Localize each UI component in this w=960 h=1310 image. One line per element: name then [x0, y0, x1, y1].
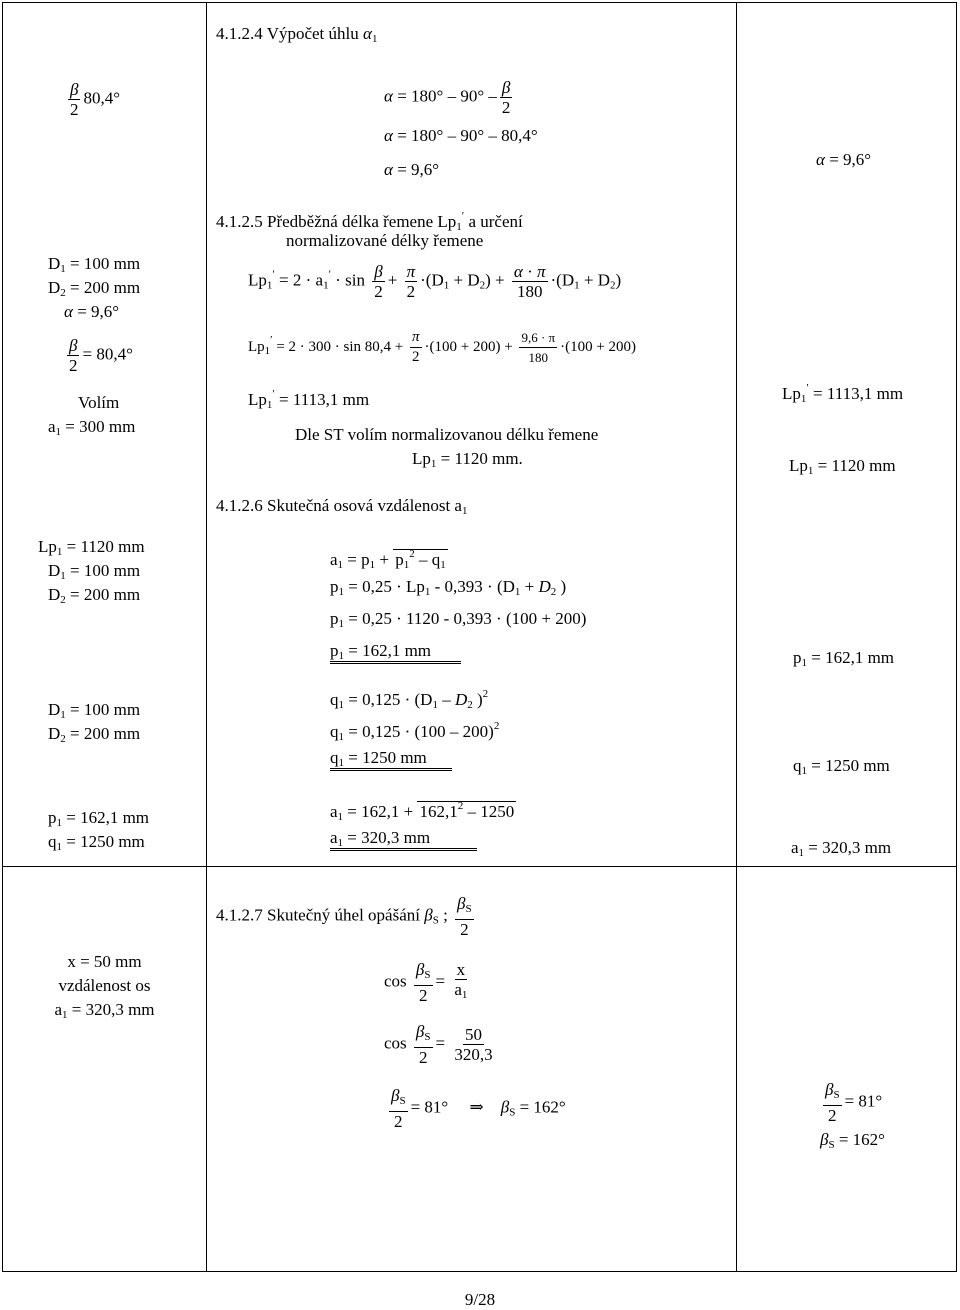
left-beta-half-2: $\frac{\beta}{2}$ = 80,4°: [69, 336, 133, 375]
left-d2-c: $D_2 = 200$ mm: [48, 724, 141, 745]
eq-beta-result: $\frac{\beta_S}{2}$ = 81° ⇒ $\beta_S = 162^\circ$: [391, 1086, 566, 1131]
left-a1-b: $a_1 = 320,3$ mm: [54, 1000, 155, 1021]
frame-top: [2, 2, 957, 3]
st-text: Dle ST volím normalizovanou délku řemene: [295, 425, 599, 444]
left-p1: $p_1 = 162,1$ mm: [48, 808, 150, 829]
right-a1: $a_1 = 320,3$ mm: [791, 838, 892, 859]
right-lp1-prelim: $Lp_1' = 1113,1$ mm: [782, 382, 904, 405]
left-volim: Volím: [78, 393, 120, 412]
eq-a1-general: $a_1 = p_1 + p_1^2 - q_1$: [330, 548, 446, 571]
heading-4125: 4.1.2.5 Předběžná délka řemene $Lp_1'$ a určení: [216, 210, 523, 233]
left-d2-b: $D_2 = 200$ mm: [48, 585, 141, 606]
left-lp1: $Lp_1 = 1120$ mm: [38, 537, 145, 558]
page-number: 9/28: [464, 1290, 496, 1309]
left-d1-b: $D_1 = 100$ mm: [48, 561, 141, 582]
eq-alpha-1: α = 180° – 90° – $\frac{\beta}{2}$: [384, 78, 511, 117]
left-d1: $D_1 = 100$ mm: [48, 254, 141, 275]
eq-lp-general: $Lp_1' = 2 \cdot a_1' \cdot \sin$ $\frac{\beta}{2}$ + $\frac{\pi}{2}$ $\cdot(D_1 + D_2)$ + $\frac{\alpha \cdot \pi}{180}$ $\cdot(D_1 + D_2)$: [248, 262, 622, 301]
row-divider-1: [2, 866, 957, 867]
eq-p1-result: $p_1 = 162,1$ mm: [330, 641, 461, 666]
right-q1: $q_1 = 1250$ mm: [793, 756, 890, 777]
column-divider-left: [206, 2, 207, 1272]
left-a1: $a_1 = 300$ mm: [48, 417, 136, 438]
eq-alpha-2: α = 180° – 90° – 80,4°: [384, 126, 538, 145]
eq-a1-result: $a_1 = 320,3$ mm: [330, 828, 477, 853]
heading-4126: 4.1.2.6 Skutečná osová vzdálenost $a_1$: [216, 496, 468, 517]
eq-p1-general: $p_1 = 0,25 \cdot Lp_1 - 0,393 \cdot (D_1 + D_2$ ): [330, 577, 567, 598]
eq-q1-numeric: $q_1 = 0,125 \cdot (100 - 200)^2$: [330, 720, 500, 743]
heading-4127: 4.1.2.7 Skutečný úhel opášání $\beta_S$ ; $\frac{\beta_S}{2}$: [216, 894, 472, 939]
eq-cos-numeric: cos $\frac{\beta_S}{2}$ = $\frac{50}{320,3}$: [384, 1022, 493, 1067]
left-d1-c: $D_1 = 100$ mm: [48, 700, 141, 721]
st-value: $Lp_1 = 1120$ mm.: [412, 449, 523, 470]
eq-cos-general: cos $\frac{\beta_S}{2}$ = $\frac{x}{a_1}$: [384, 960, 468, 1005]
left-x: x = 50 mm: [67, 952, 142, 971]
left-q1: $q_1 = 1250$ mm: [48, 832, 145, 853]
left-vzdalenost: vzdálenost os: [58, 976, 151, 995]
eq-p1-numeric: $p_1 = 0,25 \cdot 1120 - 0,393 \cdot (100 + 200)$: [330, 609, 587, 630]
right-beta: $\beta_S = 162^\circ$: [820, 1130, 885, 1151]
right-p1: $p_1 = 162,1$ mm: [793, 648, 895, 669]
frame-bottom: [2, 1271, 957, 1272]
column-divider-right: [736, 2, 737, 1272]
heading-4124: 4.1.2.4 Výpočet úhlu $\alpha_1$: [216, 24, 378, 45]
left-alpha: α = 9,6°: [64, 302, 120, 321]
eq-lp-numeric: $Lp_1' = 2 \cdot 300 \cdot \sin 80,4$ + $\frac{\pi}{2}$ ·(100 + 200) + $\frac{9,6 \cdot \pi}{180}$ ·(100 + 200): [248, 329, 637, 365]
eq-lp-result: $Lp_1' = 1113,1$ mm: [248, 388, 370, 411]
frame-left: [2, 2, 3, 1272]
eq-a1-numeric: $a_1 = 162,1 + 162,1^2 - 1250$: [330, 800, 515, 823]
frame-right: [956, 2, 957, 1272]
right-alpha: α = 9,6°: [816, 150, 872, 169]
right-lp1: $Lp_1 = 1120$ mm: [789, 456, 896, 477]
left-beta-half: $\frac{\beta}{2}$ 80,4°: [70, 80, 121, 119]
heading-4125-b: normalizované délky řemene: [286, 231, 484, 250]
eq-q1-result: $q_1 = 1250$ mm: [330, 748, 452, 773]
left-d2: $D_2 = 200$ mm: [48, 278, 141, 299]
eq-q1-general: $q_1 = 0,125 \cdot (D_1 - D_2$ )$^2$: [330, 688, 489, 711]
right-beta-half: $\frac{\beta_S}{2}$ = 81°: [825, 1080, 883, 1125]
eq-alpha-3: α = 9,6°: [384, 160, 440, 179]
